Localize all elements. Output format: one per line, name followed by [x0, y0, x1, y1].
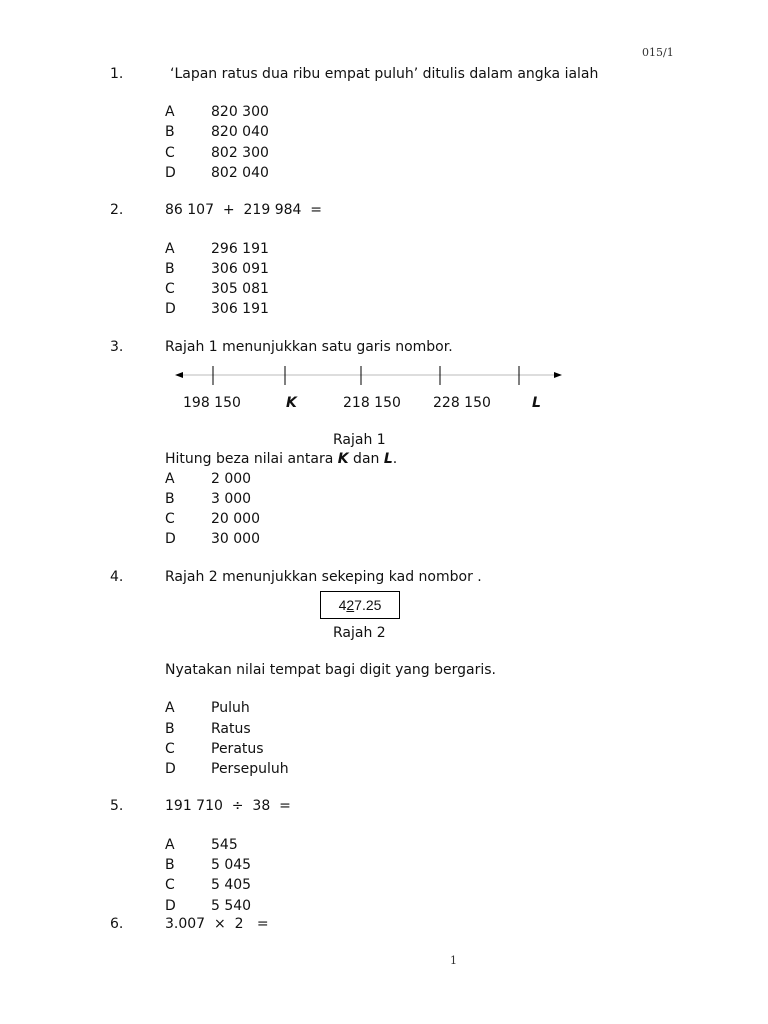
option-letter: D: [165, 165, 176, 181]
option-value: 820 040: [211, 124, 269, 140]
option-value: 20 000: [211, 511, 260, 527]
number-line-label-k: K: [286, 395, 297, 411]
card-underlined-digit: 2: [346, 597, 355, 613]
question-4-text: Rajah 2 menunjukkan sekeping kad nombor .: [165, 569, 482, 585]
arrow-left-icon: [175, 372, 183, 378]
option-letter: A: [165, 104, 175, 120]
option-letter: A: [165, 241, 175, 257]
option-value: 802 040: [211, 165, 269, 181]
number-line-label: 218 150: [343, 395, 401, 411]
option-value: 305 081: [211, 281, 269, 297]
option-letter: A: [165, 471, 175, 487]
option-value: 5 540: [211, 898, 252, 914]
variable-k: K: [337, 451, 349, 467]
option-letter: D: [165, 301, 176, 317]
option-value: Ratus: [211, 721, 251, 737]
question-4-number: 4.: [110, 569, 124, 585]
option-letter: C: [165, 877, 175, 893]
question-2-text: 86 107 + 219 984 =: [165, 202, 323, 218]
question-3-number: 3.: [110, 339, 124, 355]
number-card: [320, 591, 400, 619]
question-text-part: .: [392, 451, 398, 467]
question-3-question: [165, 450, 397, 468]
card-digit: 4: [338, 597, 347, 613]
option-letter: B: [165, 721, 175, 737]
option-letter: A: [165, 700, 175, 716]
number-line-label: 198 150: [183, 395, 241, 411]
question-text-part: Hitung beza nilai antara: [165, 451, 338, 467]
option-letter: C: [165, 511, 175, 527]
option-value: 5 405: [211, 877, 252, 893]
card-digit: 7.25: [354, 597, 382, 613]
question-1-number: 1.: [110, 66, 124, 82]
option-value: 820 300: [211, 104, 269, 120]
number-line: [170, 362, 570, 390]
question-2-number: 2.: [110, 202, 124, 218]
option-letter: B: [165, 491, 175, 507]
option-value: Puluh: [211, 700, 250, 716]
question-3-text: Rajah 1 menunjukkan satu garis nombor.: [165, 339, 453, 355]
number-line-label-l: L: [532, 395, 541, 411]
question-text-part: dan: [348, 451, 384, 467]
option-letter: C: [165, 281, 175, 297]
question-6-number: 6.: [110, 916, 124, 932]
page-number: 1: [450, 954, 457, 967]
option-letter: C: [165, 741, 175, 757]
option-letter: D: [165, 898, 176, 914]
option-letter: B: [165, 124, 175, 140]
option-value: 802 300: [211, 145, 269, 161]
figure-caption-1: Rajah 1: [333, 432, 386, 448]
question-4-question: Nyatakan nilai tempat bagi digit yang bergaris.: [165, 662, 497, 678]
option-value: 3 000: [211, 491, 252, 507]
question-1-text: ‘Lapan ratus dua ribu empat puluh’ ditulis dalam angka ialah: [170, 66, 599, 82]
question-6-text: 3.007 × 2 =: [165, 916, 269, 932]
question-5-text: 191 710 ÷ 38 =: [165, 798, 291, 814]
option-value: Persepuluh: [211, 761, 289, 777]
variable-l: L: [383, 451, 393, 467]
option-letter: D: [165, 531, 176, 547]
option-letter: A: [165, 837, 175, 853]
figure-caption-2: Rajah 2: [333, 625, 386, 641]
paper-code: 015/1: [642, 46, 674, 59]
option-letter: B: [165, 857, 175, 873]
option-value: 306 191: [211, 301, 269, 317]
number-line-label: 228 150: [433, 395, 491, 411]
option-value: 30 000: [211, 531, 260, 547]
option-value: 2 000: [211, 471, 252, 487]
option-letter: B: [165, 261, 175, 277]
option-value: 306 091: [211, 261, 269, 277]
arrow-right-icon: [554, 372, 562, 378]
option-value: Peratus: [211, 741, 264, 757]
option-value: 545: [211, 837, 238, 853]
option-letter: D: [165, 761, 176, 777]
option-value: 296 191: [211, 241, 269, 257]
option-value: 5 045: [211, 857, 252, 873]
option-letter: C: [165, 145, 175, 161]
question-5-number: 5.: [110, 798, 124, 814]
